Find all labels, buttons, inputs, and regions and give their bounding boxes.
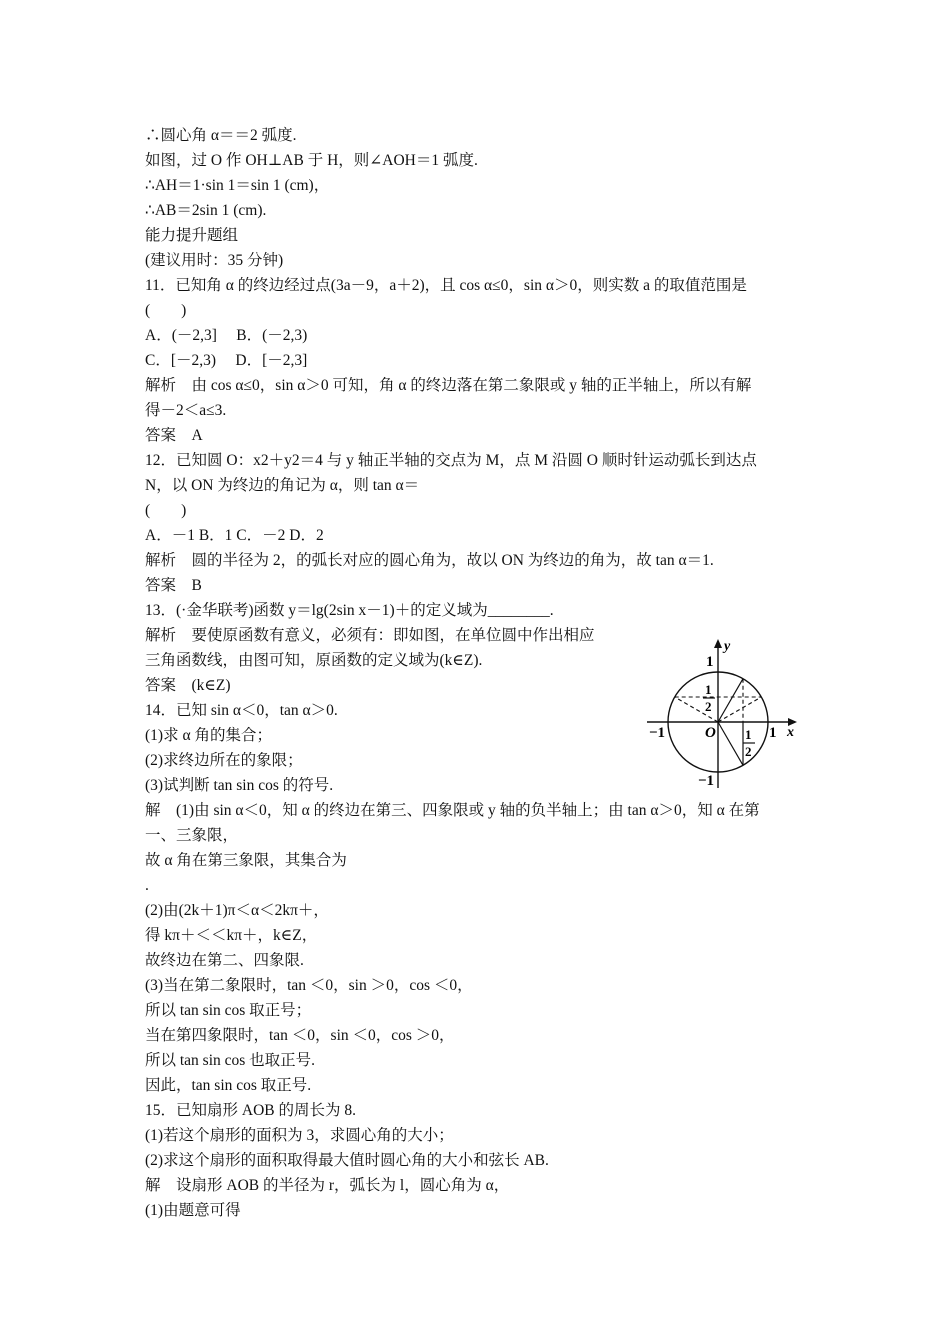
solution-line: 解 设扇形 AOB 的半径为 r，弧长为 l，圆心角为 α， xyxy=(145,1177,510,1194)
half-denominator: 2 xyxy=(705,699,712,714)
unit-circle-figure xyxy=(645,636,805,791)
x-axis-label: x xyxy=(787,725,794,740)
text-line: ∴AH＝1·sin 1＝sin 1 (cm)， xyxy=(145,177,330,194)
half-numerator: 1 xyxy=(745,727,752,742)
text-line: (2)求终边所在的象限； xyxy=(145,752,303,769)
text-line: (1)求 α 角的集合； xyxy=(145,727,272,744)
text-line: ∴圆心角 α＝＝2 弧度. xyxy=(145,127,297,144)
text-line: . xyxy=(145,877,149,894)
ray-solid xyxy=(718,722,743,765)
question-13: 13．(·金华联考)函数 y＝lg(2sin x－1)＋的定义域为________. xyxy=(145,602,554,619)
analysis-line: 解析 要使原函数有意义，必须有：即如图，在单位圆中作出相应 xyxy=(145,627,595,644)
x-left-label: −1 xyxy=(649,725,666,741)
text-line: 当在第四象限时，tan ＜0，sin ＜0，cos ＞0， xyxy=(145,1027,455,1044)
text-line: (2)求这个扇形的面积取得最大值时圆心角的大小和弦长 AB. xyxy=(145,1152,549,1169)
text-line: (3)当在第二象限时，tan ＜0，sin ＞0，cos ＜0， xyxy=(145,977,473,994)
text-line: 三角函数线，由图可知，原函数的定义域为(k∈Z). xyxy=(145,652,483,669)
text-line: 如图，过 O 作 OH⊥AB 于 H，则∠AOH＝1 弧度. xyxy=(145,152,478,169)
text-line: 因此，tan sin cos 取正号. xyxy=(145,1077,312,1094)
text-line: 一、三象限， xyxy=(145,827,239,844)
section-heading: 能力提升题组 xyxy=(145,227,239,244)
text-line: (3)试判断 tan sin cos 的符号. xyxy=(145,777,334,794)
text-line: 得 kπ＋＜＜kπ＋，k∈Z， xyxy=(145,927,318,944)
analysis-line: 解析 由 cos α≤0，sin α＞0 可知，角 α 的终边落在第二象限或 y 轴的正半轴上，所以有解 xyxy=(145,377,752,394)
solution-line: 解 (1)由 sin α＜0，知 α 的终边在第三、四象限或 y 轴的负半轴上；由 tan α＞0，知 α 在第 xyxy=(145,802,760,819)
text-line: 得－2＜a≤3. xyxy=(145,402,227,419)
text-line: ( ) xyxy=(145,502,187,519)
ray-dashed xyxy=(675,697,718,722)
question-11: 11．已知角 α 的终边经过点(3a－9，a＋2)，且 cos α≤0，sin α＞0，则实数 a 的取值范围是 xyxy=(145,277,747,294)
choice-line: A．(－2,3] B．(－2,3) xyxy=(145,327,308,344)
text-line: N，以 ON 为终边的角记为 α，则 tan α＝ xyxy=(145,477,420,494)
choice-line: C．[－2,3) D．[－2,3] xyxy=(145,352,308,369)
origin-label: O xyxy=(705,725,716,741)
half-numerator: 1 xyxy=(705,682,712,697)
ray-solid xyxy=(718,679,743,722)
text-line: 故终边在第二、四象限. xyxy=(145,952,304,969)
text-line: (建议用时：35 分钟) xyxy=(145,252,284,269)
y-bottom-label: −1 xyxy=(698,773,715,789)
ray-dashed xyxy=(718,697,761,722)
text-line: 故 α 角在第三象限，其集合为 xyxy=(145,852,347,869)
text-line: 所以 tan sin cos 取正号； xyxy=(145,1002,312,1019)
analysis-line: 解析 圆的半径为 2，的弧长对应的圆心角为，故以 ON 为终边的角为，故 tan α＝1. xyxy=(145,552,714,569)
answer-line: 答案 A xyxy=(145,427,203,444)
y-top-label: 1 xyxy=(706,654,714,670)
text-line: (1)由题意可得 xyxy=(145,1202,241,1219)
y-axis-label: y xyxy=(724,639,731,654)
text-line: (1)若这个扇形的面积为 3，求圆心角的大小； xyxy=(145,1127,454,1144)
question-12: 12．已知圆 O：x2＋y2＝4 与 y 轴正半轴的交点为 M，点 M 沿圆 O 顺时针运动弧长到达点 xyxy=(145,452,757,469)
text-line: ( ) xyxy=(145,302,187,319)
question-14: 14．已知 sin α＜0，tan α＞0. xyxy=(145,702,338,719)
choice-line: A．－1 B．1 C．－2 D．2 xyxy=(145,527,324,544)
x-right-label: 1 xyxy=(769,725,777,741)
answer-line: 答案 (k∈Z) xyxy=(145,677,231,694)
half-denominator: 2 xyxy=(745,744,752,759)
answer-line: 答案 B xyxy=(145,577,202,594)
text-line: 所以 tan sin cos 也取正号. xyxy=(145,1052,316,1069)
text-line: ∴AB＝2sin 1 (cm). xyxy=(145,202,267,219)
question-15: 15．已知扇形 AOB 的周长为 8. xyxy=(145,1102,356,1119)
y-axis-arrow-icon xyxy=(714,639,722,648)
text-line: (2)由(2k＋1)π＜α＜2kπ＋， xyxy=(145,902,329,919)
